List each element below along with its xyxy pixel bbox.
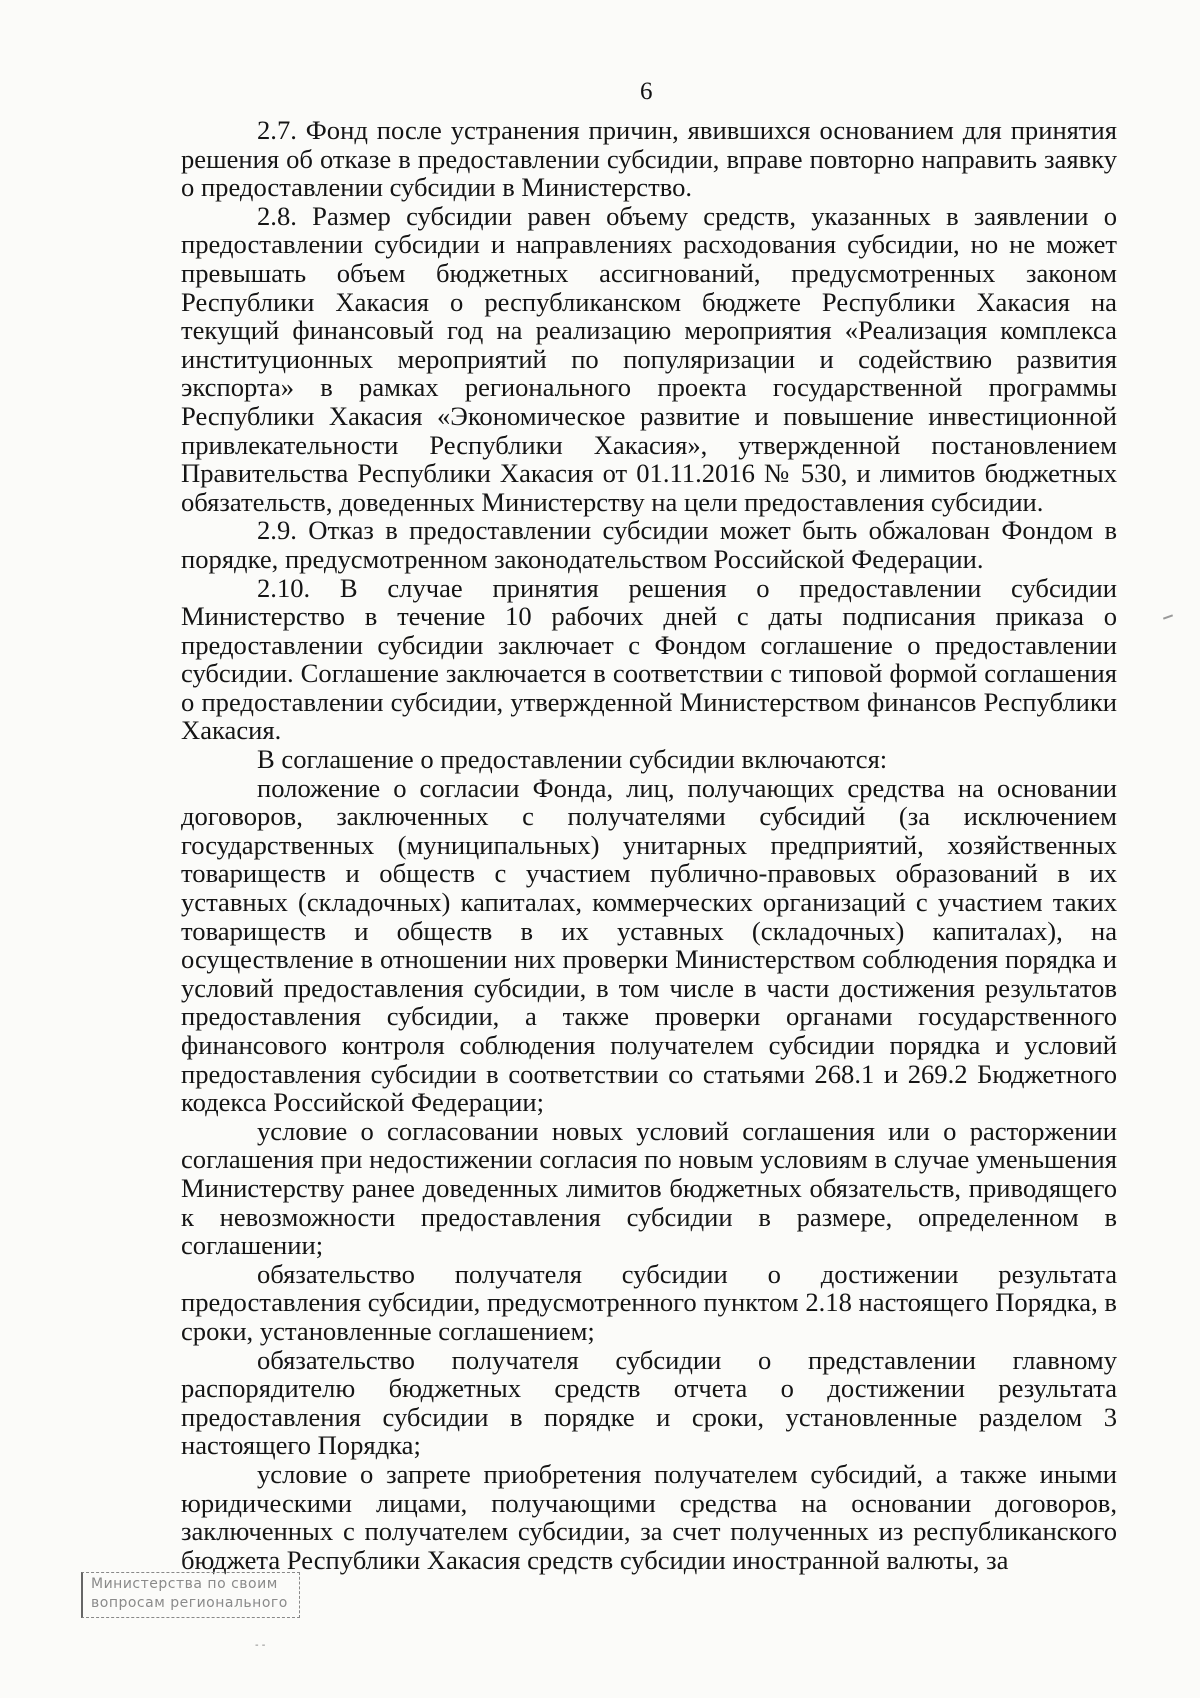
agreement-clause-report: обязательство получателя субсидии о представлении главному распорядителю бюджетных средств отчета о достижении результата предоставления субсидии в порядке и сроки, установленные разделом 3 настоящего Порядка;	[181, 1344, 1117, 1461]
agreement-clause-result: обязательство получателя субсидии о достижении результата предоставления субсидии, предусмотренного пунктом 2.18 настоящего Порядка, в сроки, установленные соглашением;	[181, 1258, 1117, 1346]
ministry-stamp	[81, 1572, 300, 1618]
paragraph-2-10: 2.10. В случае принятия решения о предоставлении субсидии Министерство в течение 10 рабочих дней с даты подписания приказа о предоставлении субсидии заключает с Фондом соглашение о предоставлении субсидии. Соглашение заключается в соответствии с типовой формой соглашения о предоставлении субсидии, утвержденной Министерством финансов Республики Хакасия.	[181, 572, 1117, 746]
stamp-line-2: вопросам регионального	[91, 1595, 288, 1611]
agreement-intro: В соглашение о предоставлении субсидии включаются:	[257, 744, 888, 775]
agreement-clause-consent: положение о согласии Фонда, лиц, получающих средства на основании договоров, заключенных с получателями субсидий (за исключением государственных (муниципальных) унитарных предприятий, хозяйственных товариществ и обществ с участием публично-правовых образований в их уставных (складочных) капиталах, коммерческих организаций с участием таких товариществ и обществ в их уставных (складочных) капиталах), на осуществление в отношении них проверки Министерством соблюдения порядка и условий предоставления субсидии, в том числе в части достижения результатов предоставления субсидии, а также проверки органами государственного финансового контроля соблюдения получателем субсидии порядка и условий предоставления субсидии в соответствии со статьями 268.1 и 269.2 Бюджетного кодекса Российской Федерации;	[181, 772, 1117, 1118]
stamp-line-1: Министерства по своим	[91, 1576, 278, 1592]
agreement-clause-currency: условие о запрете приобретения получателем субсидий, а также иными юридическими лицами, получающими средства на основании договоров, заключенных с получателем субсидии, за счет полученных из республиканского бюджета Республики Хакасия средств субсидии иностранной валюты, за	[181, 1458, 1117, 1575]
paragraph-2-9: 2.9. Отказ в предоставлении субсидии может быть обжалован Фондом в порядке, предусмотренном законодательством Российской Федерации.	[181, 515, 1117, 574]
document-body	[181, 116, 1117, 1574]
page-number: 6	[640, 78, 653, 105]
paragraph-2-7: 2.7. Фонд после устранения причин, явившихся основанием для принятия решения об отказе в предоставлении субсидии, вправе повторно направить заявку о предоставлении субсидии в Министерство.	[181, 115, 1117, 203]
paragraph-2-8: 2.8. Размер субсидии равен объему средств, указанных в заявлении о предоставлении субсидии и направлениях расходования субсидии, но не может превышать объем бюджетных ассигнований, предусмотренных законом Республики Хакасия о республиканском бюджете Республики Хакасия на текущий финансовый год на реализацию мероприятия «Реализация комплекса институционных мероприятий по популяризации и содействию развития экспорта» в рамках регионального проекта государственной программы Республики Хакасия «Экономическое развитие и повышение инвестиционной привлекательности Республики Хакасия», утвержденной постановлением Правительства Республики Хакасия от 01.11.2016 № 530, и лимитов бюджетных обязательств, доведенных Министерству на цели предоставления субсидии.	[181, 200, 1117, 517]
margin-mark	[1163, 614, 1173, 619]
scan-artifact: - -	[255, 1640, 266, 1651]
agreement-clause-new-terms: условие о согласовании новых условий соглашения или о расторжении соглашения при недостижении согласия по новым условиям в случае уменьшения Министерству ранее доведенных лимитов бюджетных обязательств, приводящего к невозможности предоставления субсидии в размере, определенном в соглашении;	[181, 1115, 1117, 1261]
